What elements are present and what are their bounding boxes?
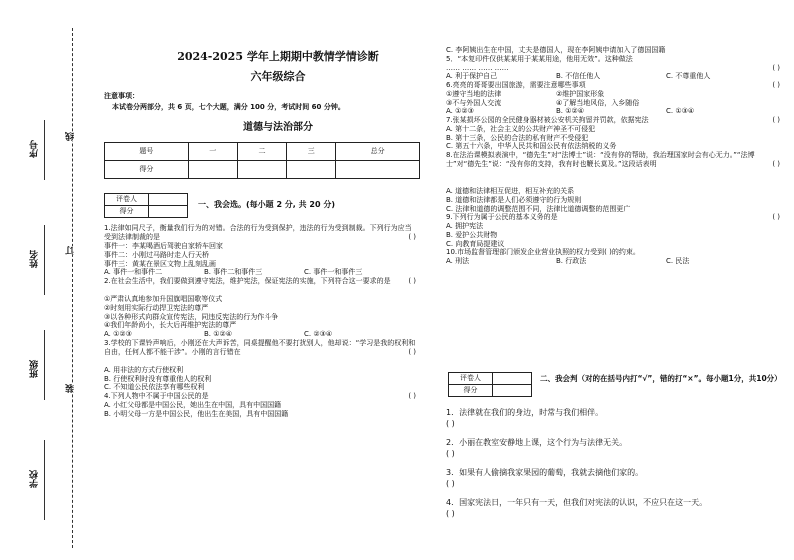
q3-answer-paren[interactable]: ( ) <box>408 347 416 356</box>
q6-stem <box>446 81 780 90</box>
q3-text: 3.学校的下课铃声响后，小刚还在大声诉苦，同桌提醒他不要打扰别人，他却说：“学习是我的权利和自由，任何人都不能干涉”。小刚的言行错在 <box>104 338 416 356</box>
option[interactable]: C. 不尊重他人 <box>666 72 711 81</box>
judge-text: 3．如果有人偷摘我家果园的葡萄，我就去摘他们家的。 <box>446 468 644 477</box>
judge-answer-paren[interactable]: ( ) <box>446 448 455 458</box>
seq-underline <box>44 120 45 180</box>
judge-answer-paren[interactable]: ( ) <box>446 478 455 488</box>
section-title: 道德与法治部分 <box>243 122 313 133</box>
q2-options <box>104 330 416 339</box>
q8-answer-paren[interactable]: ( ) <box>772 159 780 168</box>
option[interactable]: C. ①③④ <box>666 107 695 116</box>
option[interactable]: B. 事件二和事件三 <box>204 268 263 277</box>
option[interactable]: C. 法律和道德的调整范围不同，法律比道德调整的范围更广 <box>446 204 631 213</box>
option[interactable]: A. 第十二条，社会主义的公共财产神圣不可侵犯 <box>446 124 596 133</box>
option[interactable]: B. 爱护公共财物 <box>446 230 498 239</box>
score-header: 一 <box>188 143 237 161</box>
judge-answer-paren[interactable]: ( ) <box>446 508 455 518</box>
option[interactable]: A. 用非法的方式行使权利 <box>104 365 184 374</box>
exam-title: 2024-2025 学年上期期中教情学情诊断 <box>177 50 379 63</box>
seal-mark-bind: 订 <box>66 246 76 255</box>
option[interactable]: B. 行使权利时没有尊重他人的权利 <box>104 374 212 383</box>
q6-text: 6.亮亮的哥哥要出国旅游，需要注意哪些事项 <box>446 81 586 89</box>
q9-text: 9.下列行为属于公民的基本义务的是 <box>446 213 558 222</box>
option[interactable]: A. 小红父母都是中国公民，她出生在中国，具有中国国籍 <box>104 400 282 409</box>
notice-body: 本试卷分两部分，共 6 页，七个大题，满分 100 分，考试时间 60 分钟。 <box>112 103 345 111</box>
seal-mark-pack: 装 <box>66 384 76 393</box>
q8-text: 8.在法治课模拟表演中，“德先生”对“法博士”说：“没有你的帮助，我治理国家时会有心无力。”“法博士”对“德先生”说：“没有你的支持，我有时也鞭长莫及。”这段话表明 <box>446 151 755 168</box>
score-header: 总分 <box>336 143 420 161</box>
grader-cell[interactable] <box>149 205 188 217</box>
option[interactable]: A. 道德和法律相互促进，相互补充的关系 <box>446 187 575 195</box>
score-header: 二 <box>237 143 286 161</box>
name-underline <box>44 225 45 295</box>
q2-item: ②时刻用实际行动捍卫宪法的尊严 <box>104 303 209 312</box>
part1-heading: 一、我会选。(每小题 2 分, 共 20 分) <box>198 200 335 209</box>
grader-scorer-label: 评卷人 <box>449 373 493 385</box>
q1-answer-paren[interactable]: ( ) <box>408 232 416 241</box>
judge-text: 2．小丽在教室安静地上课，这个行为与法律无关。 <box>446 438 628 447</box>
option[interactable]: A. 事件一和事件二 <box>104 268 163 277</box>
q10-stem: 10.市场监督管理部门颁发企业营业执照的权力受到( )的约束。 <box>446 248 640 257</box>
q6-items <box>446 99 780 108</box>
q2-item: ③以各种形式向群众宣传宪法，同违反宪法的行为作斗争 <box>104 312 279 321</box>
q1-event: 事件三：黄某在景区文物上乱刻乱画 <box>104 259 216 268</box>
q3-stem <box>104 339 416 366</box>
q7-stem <box>446 116 780 125</box>
part2-heading: 二、我会判（对的在括号内打“√”，错的打“×”。每小题1分，共10分） <box>540 374 782 383</box>
q4-stem <box>104 392 416 401</box>
q2-item: ①严肃认真地参加升国旗唱国歌等仪式 <box>104 295 223 303</box>
option[interactable]: C. 事件一和事件三 <box>304 268 363 277</box>
grader-box-1 <box>104 193 188 218</box>
option[interactable]: C. 不知道公民依法享有哪些权利 <box>104 383 205 392</box>
grader-cell[interactable] <box>493 373 532 385</box>
q1-event: 事件二：小刚过马路时走人行天桥 <box>104 250 209 259</box>
q2-item: ④我们年龄尚小，长大后再维护宪法的尊严 <box>104 321 237 330</box>
q6-options <box>446 107 780 116</box>
judge-item <box>446 438 780 468</box>
score-header: 三 <box>287 143 336 161</box>
q9-answer-paren[interactable]: ( ) <box>772 213 780 222</box>
judge-text: 1．法律就在我们的身边，时常与我们相伴。 <box>446 408 604 417</box>
q9-stem <box>446 213 780 222</box>
q1-event: 事件一：李某喝酒后驾驶自家轿车回家 <box>104 242 223 250</box>
q5-stem: 5．“本复印件仅供某某用于某某用途，他用无效”。这种做法 <box>446 54 633 63</box>
seq-label: 序号 <box>30 140 40 158</box>
name-label: 姓名 <box>30 250 40 268</box>
part2-items <box>446 408 780 528</box>
score-cell[interactable] <box>188 161 237 179</box>
option[interactable]: A. 利于保护自己 <box>446 72 498 81</box>
score-cell[interactable] <box>237 161 286 179</box>
q6-answer-paren[interactable]: ( ) <box>772 81 780 89</box>
option[interactable]: A. 刑法 <box>446 257 470 265</box>
class-underline <box>44 330 45 400</box>
judge-item <box>446 408 780 438</box>
grader-box-2 <box>448 372 532 397</box>
q2-answer-paren[interactable]: ( ) <box>408 277 416 285</box>
option[interactable]: C. 第五十六条，中华人民共和国公民有依法纳税的义务 <box>446 142 617 151</box>
grader-scorer-label: 评卷人 <box>105 194 149 206</box>
exam-subtitle: 六年级综合 <box>250 70 306 83</box>
q5-options <box>446 72 780 81</box>
q7-text: 7.张某损坏公园的全民健身器材被公安机关拘留并罚款，依据宪法 <box>446 116 649 124</box>
school-label: 学校 <box>30 470 40 488</box>
q1-options <box>104 268 416 277</box>
q10-options <box>446 257 780 266</box>
score-table <box>104 142 420 179</box>
seal-mark-line: 线 <box>66 132 76 141</box>
option[interactable]: B. ①②④ <box>556 107 585 116</box>
score-header: 题号 <box>105 143 189 161</box>
left-questions <box>104 224 416 418</box>
q6-item: ②维护国家形象 <box>556 89 605 98</box>
notice-heading: 注意事项： <box>104 92 139 100</box>
grader-cell[interactable] <box>149 194 188 206</box>
grader-cell[interactable] <box>493 384 532 396</box>
q7-answer-paren[interactable]: ( ) <box>772 116 780 124</box>
q5-dots <box>446 64 780 73</box>
judge-item <box>446 498 780 528</box>
option[interactable]: B. 小明父母一方是中国公民，他出生在美国，具有中国国籍 <box>104 409 289 418</box>
q5-answer-paren[interactable]: ( ) <box>772 63 780 72</box>
option[interactable]: A. 拥护宪法 <box>446 222 484 230</box>
q6-items <box>446 90 780 99</box>
q8-stem <box>446 151 780 187</box>
option[interactable]: A. ①②③ <box>446 107 474 116</box>
q6-item: ④了解当地风俗，入乡随俗 <box>556 98 640 107</box>
q1-text: 1.法律如同尺子，衡量我们行为的对错。合法的行为受到保护，违法的行为受到制裁。下列行为应当受到法律制裁的是 <box>104 224 412 241</box>
option[interactable]: A. ①②③ <box>104 330 132 338</box>
school-underline <box>44 440 45 520</box>
grader-score-label: 得分 <box>449 384 493 396</box>
option[interactable]: B. ①②④ <box>204 330 233 338</box>
q2-stem <box>104 277 416 295</box>
class-label: 班级 <box>30 360 40 378</box>
grader-score-label: 得分 <box>105 205 149 217</box>
judge-answer-paren[interactable]: ( ) <box>446 418 455 428</box>
score-cell[interactable] <box>336 161 420 179</box>
score-row-label: 得分 <box>105 161 189 179</box>
option[interactable]: B. 不信任他人 <box>556 72 601 81</box>
judge-text: 4．国家宪法日，一年只有一天，但我们对宪法的认识，不应只在这一天。 <box>446 498 708 507</box>
option[interactable]: C. ②③④ <box>304 330 333 338</box>
right-questions <box>446 46 780 266</box>
option[interactable]: C. 向教育局提建议 <box>446 239 505 248</box>
q6-item: ①遵守当地的法律 <box>446 89 502 98</box>
q4-answer-paren[interactable]: ( ) <box>408 392 416 400</box>
option[interactable]: C. 李阿姨出生在中国，丈夫是德国人，现在李阿姨申请加入了德国国籍 <box>446 46 666 54</box>
q2-text: 2.在社会生活中，我们要做到遵守宪法，维护宪法，保证宪法的实施，下列符合这一要求的是 <box>104 277 391 285</box>
option[interactable]: B. 行政法 <box>556 257 587 265</box>
binding-line <box>72 28 73 548</box>
score-cell[interactable] <box>287 161 336 179</box>
option[interactable]: C. 民法 <box>666 257 690 265</box>
option[interactable]: B. 第十三条，公民的合法的私有财产不受侵犯 <box>446 133 589 142</box>
q1-stem <box>104 224 416 242</box>
option[interactable]: B. 道德和法律都是人们必须遵守的行为规则 <box>446 195 582 204</box>
judge-item <box>446 468 780 498</box>
q4-text: 4.下列人物中不属于中国公民的是 <box>104 392 209 400</box>
q5-dots-text: …… …… …… …… <box>446 63 509 72</box>
q6-item: ③不与外国人交流 <box>446 98 502 107</box>
